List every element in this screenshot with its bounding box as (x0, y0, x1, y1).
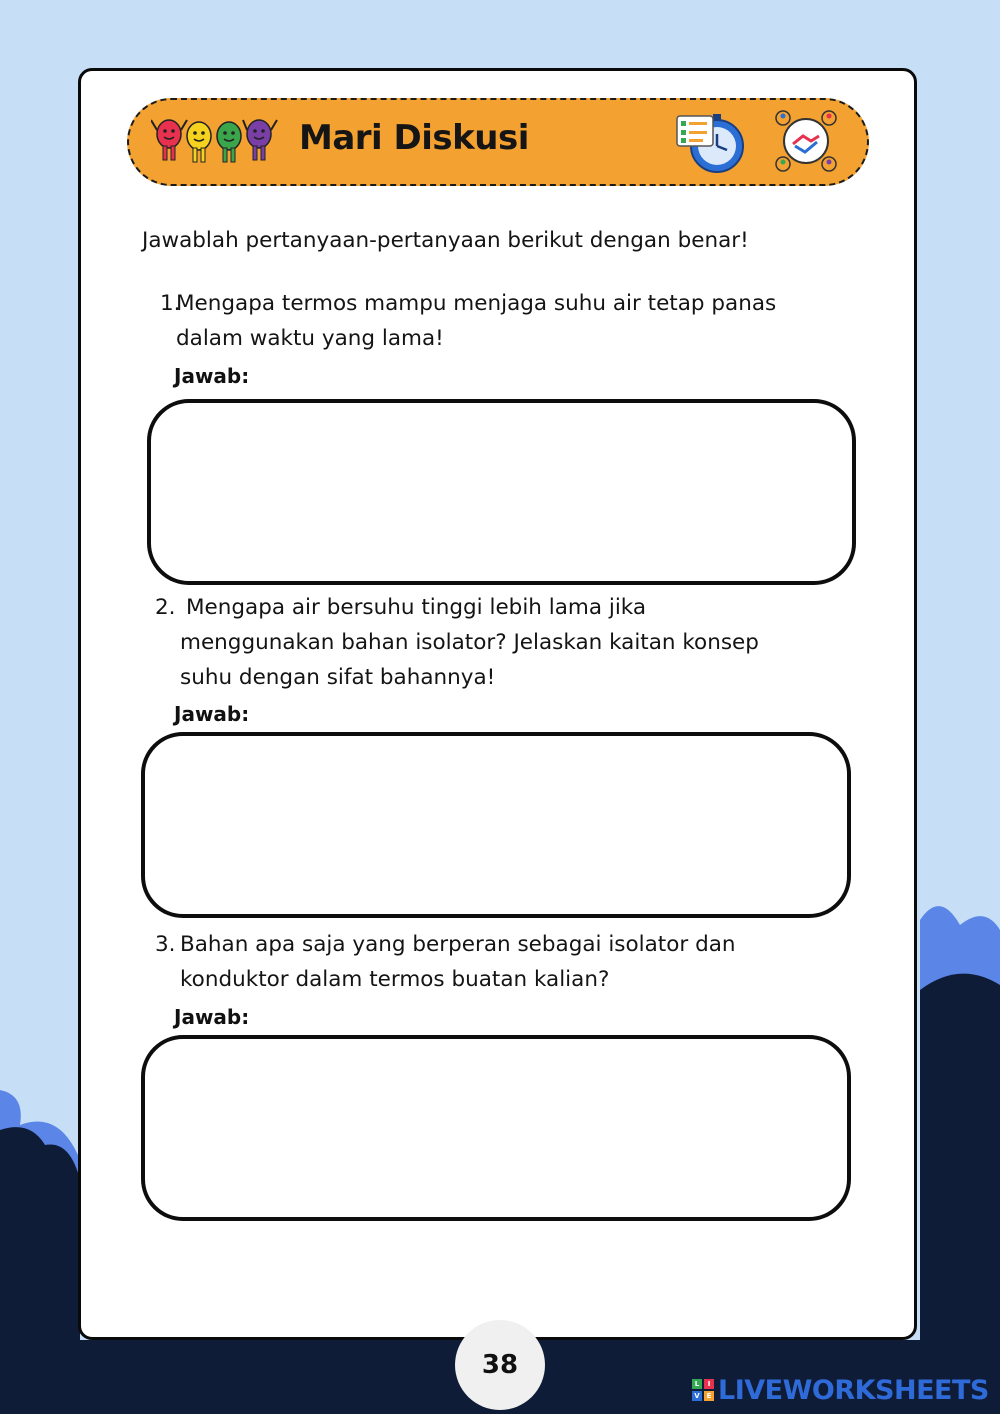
liveworksheets-logo-icon (692, 1379, 714, 1401)
question-1-line-2: dalam waktu yang lama! (176, 326, 444, 351)
page-number (455, 1320, 545, 1410)
question-1-line-1: Mengapa termos mampu menjaga suhu air tetap panas (176, 291, 777, 316)
question-3-line-1: Bahan apa saja yang berperan sebagai isolator dan (180, 932, 736, 957)
question-2-line-1: Mengapa air bersuhu tinggi lebih lama jika (186, 595, 647, 620)
question-2-answer-box[interactable] (141, 732, 851, 918)
section-banner (127, 98, 869, 186)
banner-title: Mari Diskusi (299, 118, 529, 158)
question-1-answer-box[interactable] (147, 399, 856, 585)
question-3-line-2: konduktor dalam termos buatan kalian? (180, 967, 610, 992)
question-2-answer-label: Jawab: (174, 702, 250, 726)
logo-letter-i: I (704, 1379, 714, 1389)
mascots-icon (151, 116, 281, 172)
question-3-answer-label: Jawab: (174, 1005, 250, 1029)
logo-letter-e: E (704, 1391, 714, 1401)
question-2-line-2: menggunakan bahan isolator? Jelaskan kaitan konsep (180, 630, 759, 655)
question-3-answer-box[interactable] (141, 1035, 851, 1221)
logo-letter-l: L (692, 1379, 702, 1389)
question-1-number: 1. (160, 291, 181, 316)
question-1-answer-label: Jawab: (174, 364, 250, 388)
clock-checklist-icon (675, 108, 747, 176)
logo-letter-v: V (692, 1391, 702, 1401)
question-3-number: 3. (155, 932, 176, 957)
watermark-text: LIVEWORKSHEETS (718, 1374, 989, 1406)
teamwork-icon (773, 108, 839, 174)
instruction-text: Jawablah pertanyaan-pertanyaan berikut dengan benar! (142, 228, 749, 253)
question-2-number: 2. (155, 595, 176, 620)
liveworksheets-watermark[interactable] (692, 1376, 989, 1404)
question-2-line-3: suhu dengan sifat bahannya! (180, 665, 496, 690)
page-number-text: 38 (481, 1350, 519, 1380)
